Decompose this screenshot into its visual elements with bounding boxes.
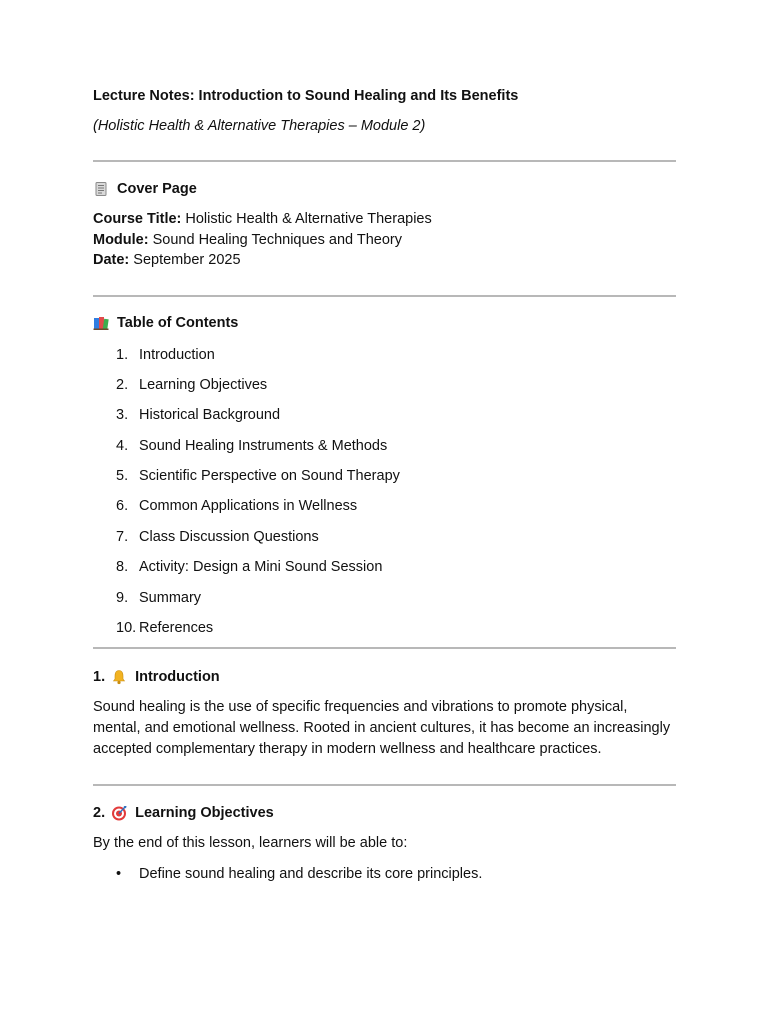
objectives-heading [93,803,676,823]
toc-item-number: 5. [116,468,129,485]
toc-item-number: 8. [116,559,129,576]
bullet-icon: • [116,865,122,882]
objectives-list [93,864,676,884]
toc-item [93,405,676,435]
intro-heading [93,667,676,687]
toc-item [93,618,676,648]
course-title-label: Course Title: [93,211,182,227]
toc-item-number: 2. [116,376,129,393]
table-of-contents [93,345,676,649]
cover-heading-label: Cover Page [117,181,197,197]
scroll-icon [93,181,109,197]
toc-item-label: Introduction [139,346,215,363]
toc-item [93,557,676,587]
toc-item-number: 6. [116,498,129,515]
toc-item [93,436,676,466]
toc-item-number: 7. [116,528,129,545]
course-title-value: Holistic Health & Alternative Therapies [181,211,432,227]
objective-item [93,864,676,884]
toc-item-label: References [139,620,214,637]
cover-meta [93,209,676,271]
toc-item-number: 10. [116,620,137,637]
cover-heading [93,179,676,199]
document-title: Lecture Notes: Introduction to Sound Healing and Its Benefits [93,88,519,104]
toc-item-number: 1. [116,346,129,363]
module-label: Module: [93,231,149,248]
target-icon [111,805,127,821]
toc-item-label: Activity: Design a Mini Sound Session [139,559,383,576]
toc-item-label: Scientific Perspective on Sound Therapy [139,468,400,485]
toc-item-number: 3. [116,407,129,424]
divider [93,784,676,786]
module-value: Sound Healing Techniques and Theory [148,231,402,248]
toc-heading [93,313,676,333]
date-value: September 2025 [129,252,241,268]
toc-item [93,527,676,557]
toc-item [93,588,676,618]
objectives-heading-label: Learning Objectives [135,804,274,821]
toc-item-label: Sound Healing Instruments & Methods [139,437,388,454]
document-subtitle: (Holistic Health & Alternative Therapies – Module 2) [93,118,426,134]
divider [93,160,676,162]
toc-item-number: 4. [116,437,129,454]
toc-item-label: Learning Objectives [139,376,268,393]
objectives-number: 2. [93,804,106,821]
toc-item [93,375,676,405]
intro-paragraph: Sound healing is the use of specific frequencies and vibrations to promote physical, mental, and emotional wellness. Rooted in ancient cultures, it has become an increasingly accepted complementary therapy in modern wellness and healthcare practices. [93,699,671,757]
document-content [93,86,676,884]
date-line [93,250,676,271]
toc-item [93,466,676,496]
toc-item-number: 9. [116,589,129,606]
objective-text: Define sound healing and describe its core principles. [139,865,483,882]
objectives-lead: By the end of this lesson, learners will be able to: [93,834,408,851]
books-icon [93,315,109,331]
intro-number: 1. [93,669,106,686]
bell-icon [111,669,127,685]
date-label: Date: [93,252,130,268]
divider [93,295,676,297]
module-line [93,230,676,251]
toc-item-label: Summary [139,589,202,606]
toc-item [93,345,676,375]
course-title-line [93,209,676,230]
toc-item-label: Historical Background [139,407,281,424]
toc-item-label: Class Discussion Questions [139,528,319,545]
toc-heading-label: Table of Contents [117,314,239,331]
intro-heading-label: Introduction [135,669,220,686]
toc-item-label: Common Applications in Wellness [139,498,358,515]
toc-item [93,496,676,526]
